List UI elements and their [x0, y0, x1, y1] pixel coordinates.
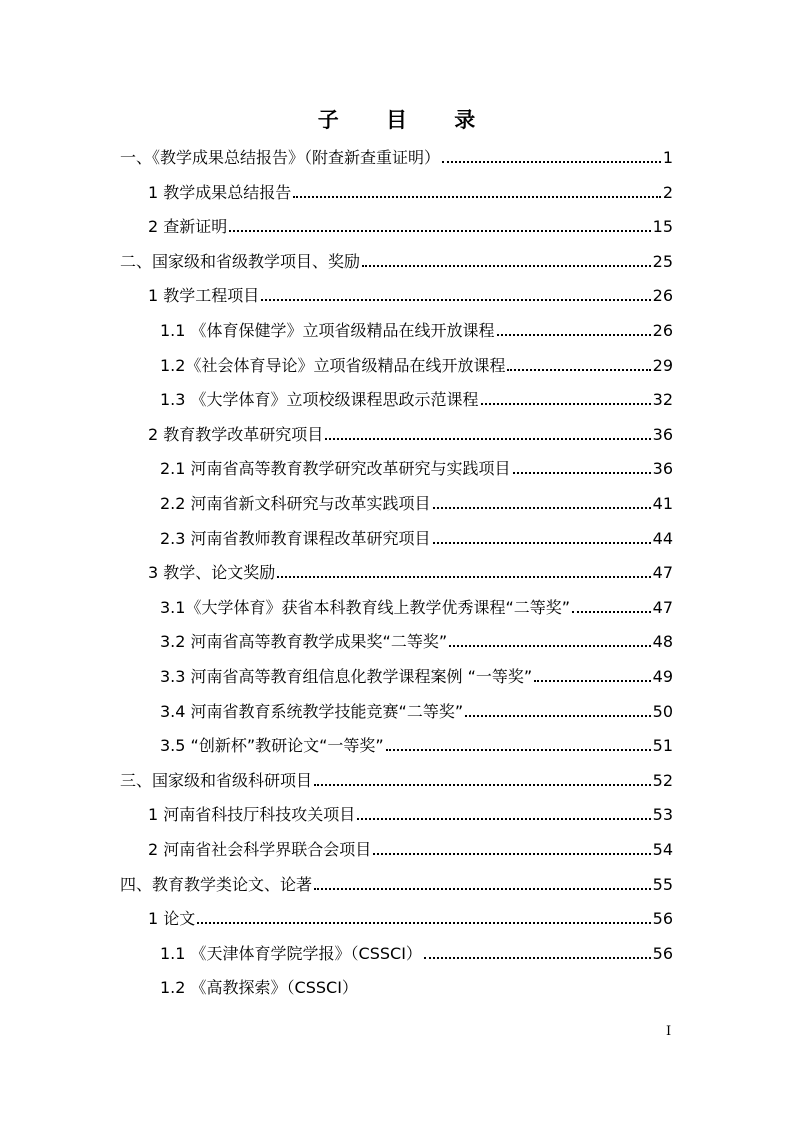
- page-title: 子 目 录: [317, 107, 496, 132]
- toc-entry[interactable]: [160, 348, 673, 376]
- toc-entry-page: 26: [652, 321, 673, 340]
- toc-entry-label: 3.4 河南省教育系统教学技能竞赛“二等奖”: [160, 701, 464, 721]
- toc-leader-dots: [449, 645, 651, 647]
- toc-entry-label: 2 河南省社会科学界联合会项目: [148, 840, 372, 859]
- toc-entry[interactable]: [148, 209, 673, 237]
- toc-leader-dots: [424, 957, 651, 959]
- toc-entry-page: 56: [652, 943, 673, 963]
- toc-entry-page: 55: [652, 874, 673, 894]
- toc-entry-page: 26: [652, 286, 673, 306]
- toc-entry[interactable]: [148, 901, 673, 929]
- toc-entry-page: 32: [652, 390, 673, 410]
- toc-entry-label: 1.3 《大学体育》立项校级课程思政示范课程: [160, 390, 479, 410]
- toc-entry-label: 1.1 《天津体育学院学报》（CSSCI）: [160, 943, 422, 963]
- toc-leader-dots: [465, 715, 651, 717]
- toc-leader-dots: [572, 611, 651, 613]
- toc-entry-page: 49: [652, 667, 673, 686]
- toc-entry-label: 1 教学工程项目: [148, 286, 260, 306]
- toc-entry-page: 52: [652, 770, 673, 790]
- toc-leader-dots: [442, 161, 661, 163]
- toc-entry-page: 54: [652, 840, 673, 859]
- toc-entry[interactable]: [160, 382, 673, 410]
- toc-entry[interactable]: [148, 175, 673, 203]
- toc-leader-dots: [314, 784, 651, 786]
- toc-entry-page: 41: [652, 494, 673, 513]
- toc-entry-page: 47: [652, 563, 673, 583]
- toc-leader-dots: [513, 472, 651, 474]
- toc-entry-page: 29: [652, 355, 673, 375]
- toc-entry-label: 2 查新证明: [148, 217, 228, 237]
- toc-entry-page: 53: [652, 805, 673, 825]
- toc-leader-dots: [433, 542, 651, 544]
- toc-entry[interactable]: [160, 451, 673, 479]
- toc-entry-label: 3.3 河南省高等教育组信息化教学课程案例 “一等奖”: [160, 667, 533, 686]
- toc-entry[interactable]: [148, 278, 673, 306]
- toc-leader-dots: [386, 749, 651, 751]
- toc-entry-label: 二、国家级和省级教学项目、奖励: [120, 251, 361, 271]
- toc-entry[interactable]: [160, 936, 673, 964]
- toc-entry-label: 1 论文: [148, 909, 196, 929]
- toc-leader-dots: [314, 888, 651, 890]
- toc-entry-page: 1: [662, 148, 673, 167]
- toc-leader-dots: [261, 299, 650, 301]
- toc-leader-dots: [197, 922, 650, 924]
- toc-entry-page: 25: [652, 251, 673, 271]
- toc-entry-page: 36: [652, 424, 673, 444]
- toc-leader-dots: [357, 818, 650, 820]
- toc-entry[interactable]: [120, 763, 673, 791]
- page-number: I: [666, 1024, 672, 1039]
- toc-leader-dots: [507, 369, 650, 371]
- toc-entry-page: 48: [652, 632, 673, 652]
- toc-entry[interactable]: [160, 728, 673, 756]
- toc-leader-dots: [229, 230, 650, 232]
- toc-leader-dots: [325, 438, 650, 440]
- toc-entry-label: 3.1《大学体育》获省本科教育线上教学优秀课程“二等奖”: [160, 597, 571, 617]
- toc-entry[interactable]: [148, 417, 673, 445]
- toc-entry[interactable]: [160, 659, 673, 687]
- toc-entry-label: 1 河南省科技厅科技攻关项目: [148, 805, 356, 825]
- toc-entry-label: 3 教学、论文奖励: [148, 563, 276, 583]
- toc-entry-label: 2.2 河南省新文科研究与改革实践项目: [160, 494, 431, 513]
- toc-entry[interactable]: [160, 313, 673, 341]
- toc-leader-dots: [481, 403, 651, 405]
- toc-entry-label: 一、《教学成果总结报告》（附查新查重证明）: [120, 148, 441, 167]
- toc-entry-label: 3.5 “创新杯”教研论文“一等奖”: [160, 736, 384, 756]
- toc-entry-page: 15: [652, 217, 673, 237]
- toc-entry[interactable]: [160, 590, 673, 618]
- toc-entry-label: 1 教学成果总结报告: [148, 182, 292, 202]
- toc-leader-dots: [497, 334, 651, 336]
- toc-entry-label: 1.1 《体育保健学》立项省级精品在线开放课程: [160, 321, 495, 340]
- toc-entry-label: 2.1 河南省高等教育教学研究改革研究与实践项目: [160, 459, 511, 479]
- toc-entry-label: 1.2《社会体育导论》立项省级精品在线开放课程: [160, 355, 506, 375]
- toc-entry[interactable]: [148, 555, 673, 583]
- toc-entry[interactable]: [120, 867, 673, 895]
- toc-entry-page: 2: [662, 182, 673, 202]
- toc-entry[interactable]: [160, 624, 673, 652]
- toc-entry-label: 2 教育教学改革研究项目: [148, 424, 324, 444]
- toc-entry-label: 2.3 河南省教师教育课程改革研究项目: [160, 528, 431, 548]
- toc-entry[interactable]: [148, 832, 673, 860]
- toc-entry-page: 36: [652, 459, 673, 479]
- toc-entry[interactable]: [160, 486, 673, 514]
- toc-entry[interactable]: [148, 797, 673, 825]
- toc-entry-label: 四、教育教学类论文、论著: [120, 874, 313, 894]
- toc-entry-label: 1.2 《高教探索》（CSSCI）: [160, 978, 358, 998]
- toc-entry-page: 50: [652, 701, 673, 721]
- toc-entry-label: 三、国家级和省级科研项目: [120, 770, 313, 790]
- toc-entry[interactable]: [120, 140, 673, 168]
- toc-entry-label: 3.2 河南省高等教育教学成果奖“二等奖”: [160, 632, 448, 652]
- toc-leader-dots: [373, 853, 650, 855]
- toc-entry[interactable]: [160, 521, 673, 549]
- toc-entry[interactable]: [160, 694, 673, 722]
- toc-entry[interactable]: [160, 970, 673, 998]
- toc-leader-dots: [433, 507, 651, 509]
- toc-entry-page: 51: [652, 736, 673, 756]
- toc-leader-dots: [277, 576, 650, 578]
- toc-leader-dots: [293, 196, 661, 198]
- toc-entry-page: 56: [652, 909, 673, 929]
- toc-entry-page: 44: [652, 528, 673, 548]
- toc-leader-dots: [362, 265, 651, 267]
- toc-entry-page: 47: [652, 597, 673, 617]
- toc-leader-dots: [534, 680, 650, 682]
- toc-entry[interactable]: [120, 244, 673, 272]
